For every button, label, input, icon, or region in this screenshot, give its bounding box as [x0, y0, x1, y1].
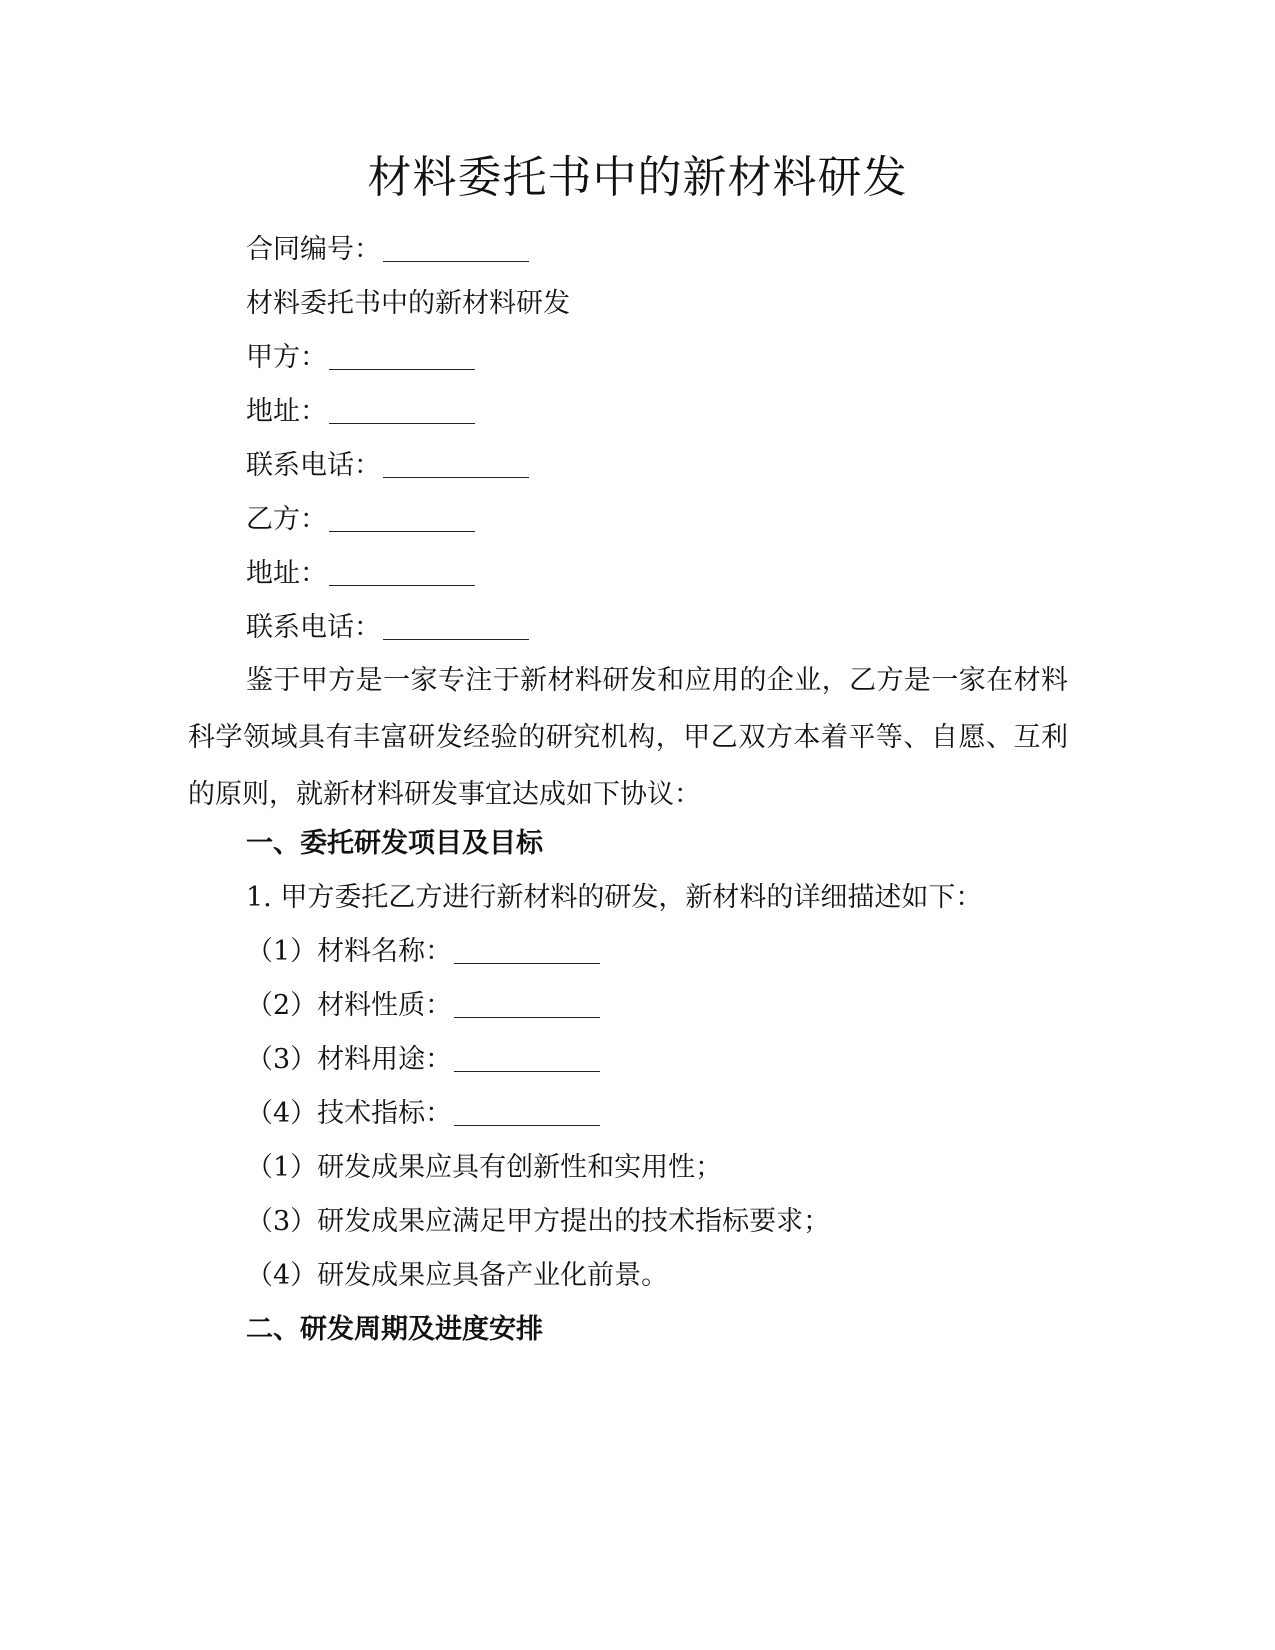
party-b-phone-label: 联系电话： [246, 612, 381, 643]
party-a-phone-line [246, 448, 529, 484]
party-b-line [246, 502, 475, 538]
material-name-label: （1）材料名称： [246, 936, 453, 967]
party-b-phone-blank [383, 611, 529, 640]
section-1-item-1: 1. 甲方委托乙方进行新材料的研发，新材料的详细描述如下： [246, 882, 983, 913]
technical-spec-label: （4）技术指标： [246, 1098, 453, 1129]
party-a-address-line [246, 394, 475, 430]
material-property-blank [454, 989, 600, 1018]
party-b-address-blank [329, 557, 475, 586]
intro-paragraph: 鉴于甲方是一家专注于新材料研发和应用的企业，乙方是一家在材料科学领域具有丰富研发经验的研究机构，甲乙双方本着平等、自愿、互利的原则，就新材料研发事宜达成如下协议： [188, 665, 1068, 810]
contract-number-line [246, 232, 529, 268]
party-a-address-label: 地址： [246, 396, 327, 427]
subtitle-line: 材料委托书中的新材料研发 [246, 288, 570, 319]
material-property-label: （2）材料性质： [246, 990, 453, 1021]
party-a-label: 甲方： [246, 342, 327, 373]
party-a-phone-label: 联系电话： [246, 450, 381, 481]
party-a-blank [329, 341, 475, 370]
requirement-4: （4）研发成果应具备产业化前景。 [246, 1260, 669, 1291]
party-b-label: 乙方： [246, 504, 327, 535]
material-name-blank [454, 935, 600, 964]
party-b-blank [329, 503, 475, 532]
material-use-blank [454, 1043, 600, 1072]
party-a-phone-blank [383, 449, 529, 478]
material-property-line [246, 988, 600, 1024]
section-1-heading: 一、委托研发项目及目标 [246, 828, 543, 859]
requirement-1: （1）研发成果应具有创新性和实用性； [246, 1152, 723, 1183]
material-use-label: （3）材料用途： [246, 1044, 453, 1075]
requirement-3: （3）研发成果应满足甲方提出的技术指标要求； [246, 1206, 831, 1237]
contract-number-blank [383, 233, 529, 262]
document-title: 材料委托书中的新材料研发 [367, 152, 908, 203]
material-name-line [246, 934, 600, 970]
section-2-heading: 二、研发周期及进度安排 [246, 1314, 543, 1345]
contract-number-label: 合同编号： [246, 234, 381, 265]
technical-spec-line [246, 1096, 600, 1132]
party-a-line [246, 340, 475, 376]
party-a-address-blank [329, 395, 475, 424]
party-b-address-line [246, 556, 475, 592]
technical-spec-blank [454, 1097, 600, 1126]
party-b-phone-line [246, 610, 529, 646]
party-b-address-label: 地址： [246, 558, 327, 589]
material-use-line [246, 1042, 600, 1078]
